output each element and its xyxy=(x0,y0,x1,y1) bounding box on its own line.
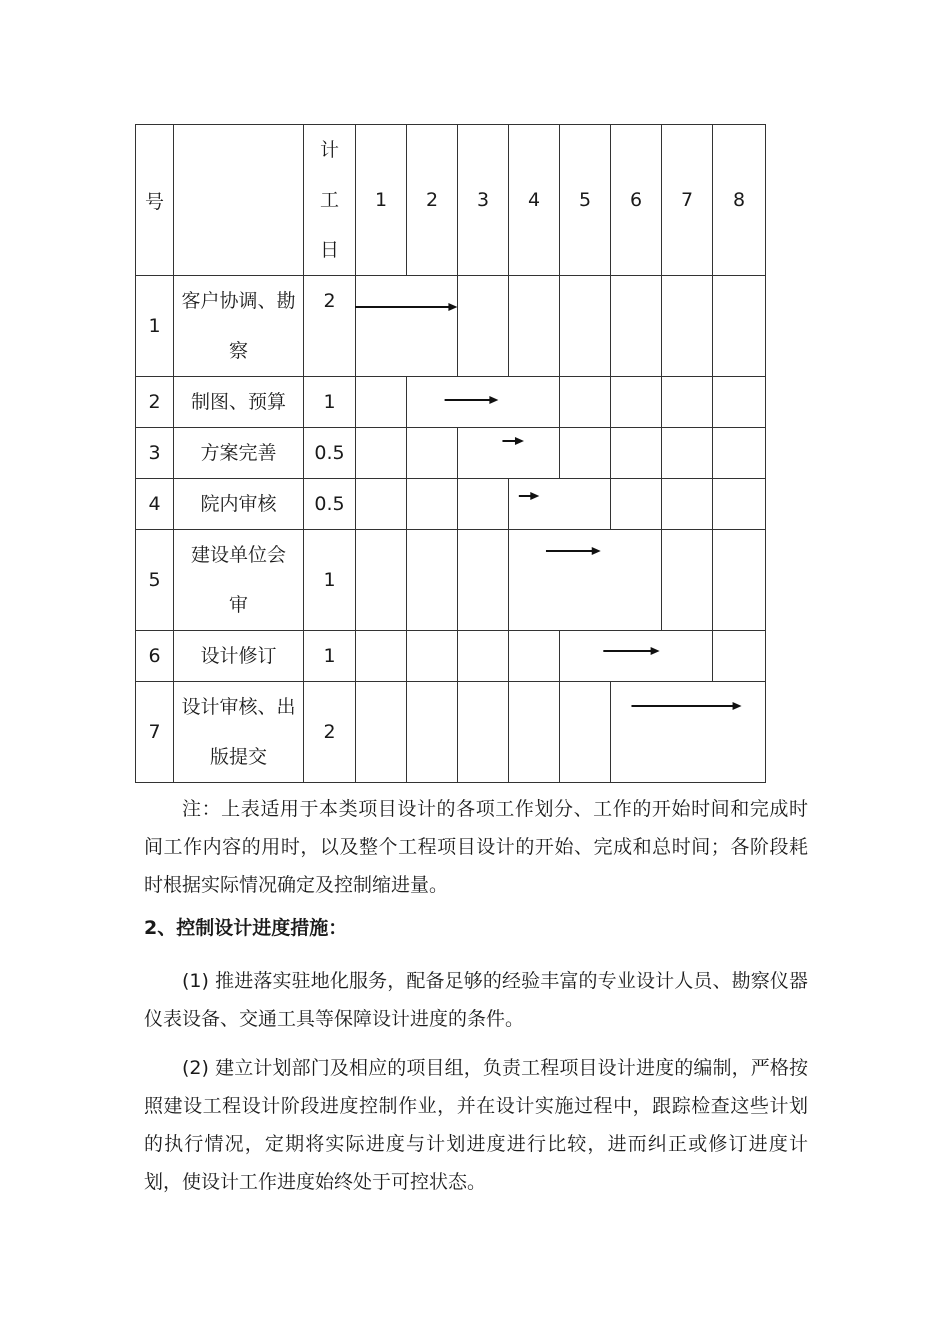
gantt-cell xyxy=(560,631,713,682)
gantt-cell xyxy=(560,682,611,783)
row-task xyxy=(174,276,304,377)
gantt-cell xyxy=(713,377,766,428)
header-day-7: 7 xyxy=(662,125,713,276)
table-row xyxy=(136,631,766,682)
row-no: 1 xyxy=(136,276,174,377)
table-row xyxy=(136,276,766,377)
gantt-cell xyxy=(611,682,766,783)
header-day-5: 5 xyxy=(560,125,611,276)
row-task-line: 院内审核 xyxy=(200,493,277,515)
measure-paragraph-2: (2) 建立计划部门及相应的项目组，负责工程项目设计进度的编制，严格按照建设工程设计阶段进度控制作业，并在设计实施过程中，跟踪检查这些计划的执行情况，定期将实际进度与计划进度进行比较，进而纠正或修订进度计划，使设计工作进度始终处于可控状态。 xyxy=(144,1057,808,1193)
header-day-3: 3 xyxy=(458,125,509,276)
gantt-cell xyxy=(662,276,713,377)
row-task xyxy=(174,377,304,428)
gantt-cell xyxy=(509,530,662,631)
gantt-cell xyxy=(509,479,611,530)
gantt-cell xyxy=(611,428,662,479)
row-task-line: 版提交 xyxy=(209,746,267,768)
gantt-cell xyxy=(458,631,509,682)
row-task xyxy=(174,479,304,530)
gantt-cell xyxy=(713,428,766,479)
row-task-line: 设计审核、出 xyxy=(181,696,296,718)
gantt-cell xyxy=(407,631,458,682)
row-days: 0.5 xyxy=(304,479,356,530)
gantt-cell xyxy=(407,682,458,783)
row-no: 3 xyxy=(136,428,174,479)
gantt-cell xyxy=(713,479,766,530)
gantt-cell xyxy=(407,479,458,530)
row-task xyxy=(174,682,304,783)
gantt-cell xyxy=(458,682,509,783)
table-row xyxy=(136,682,766,783)
header-days-char: 计 xyxy=(319,139,339,161)
table-row xyxy=(136,428,766,479)
header-day-2: 2 xyxy=(407,125,458,276)
gantt-cell xyxy=(458,479,509,530)
row-no: 7 xyxy=(136,682,174,783)
gantt-cell xyxy=(611,377,662,428)
gantt-cell xyxy=(356,682,407,783)
gantt-cell xyxy=(611,479,662,530)
header-task xyxy=(174,125,304,276)
gantt-cell xyxy=(407,377,560,428)
row-no: 4 xyxy=(136,479,174,530)
gantt-cell xyxy=(407,530,458,631)
gantt-cell xyxy=(560,428,611,479)
row-task-line: 建设单位会 xyxy=(190,544,286,566)
gantt-cell xyxy=(458,428,560,479)
row-days-value: 2 xyxy=(323,290,336,312)
gantt-cell xyxy=(662,530,713,631)
row-task-line: 察 xyxy=(228,340,248,362)
row-no: 5 xyxy=(136,530,174,631)
gantt-cell xyxy=(356,428,407,479)
gantt-cell xyxy=(509,682,560,783)
row-days xyxy=(304,276,356,377)
header-day-6: 6 xyxy=(611,125,662,276)
gantt-cell xyxy=(509,631,560,682)
gantt-cell xyxy=(356,530,407,631)
row-task-line: 审 xyxy=(228,594,248,616)
gantt-cell xyxy=(509,276,560,377)
schedule-table xyxy=(135,124,766,783)
gantt-cell xyxy=(458,276,509,377)
gantt-cell xyxy=(560,377,611,428)
gantt-cell xyxy=(356,479,407,530)
row-days: 0.5 xyxy=(304,428,356,479)
row-no: 6 xyxy=(136,631,174,682)
header-days-char: 日 xyxy=(319,239,339,261)
row-days: 1 xyxy=(304,631,356,682)
gantt-cell xyxy=(662,479,713,530)
table-row xyxy=(136,479,766,530)
row-task-line: 设计修订 xyxy=(200,645,277,667)
row-task-line: 方案完善 xyxy=(200,442,277,464)
header-days-char: 工 xyxy=(319,189,339,211)
gantt-cell xyxy=(560,276,611,377)
row-days: 1 xyxy=(304,377,356,428)
row-task-line: 客户协调、勘 xyxy=(181,290,296,312)
gantt-cell xyxy=(356,377,407,428)
table-row xyxy=(136,530,766,631)
table-row xyxy=(136,377,766,428)
gantt-cell xyxy=(356,276,458,377)
row-task xyxy=(174,530,304,631)
header-row xyxy=(136,125,766,276)
section-heading: 2、控制设计进度措施： xyxy=(144,917,348,939)
header-days xyxy=(304,125,356,276)
row-task xyxy=(174,428,304,479)
gantt-cell xyxy=(458,530,509,631)
row-task-line: 制图、预算 xyxy=(190,391,286,413)
gantt-cell xyxy=(713,530,766,631)
row-task xyxy=(174,631,304,682)
header-day-1: 1 xyxy=(356,125,407,276)
gantt-cell xyxy=(662,377,713,428)
row-days: 1 xyxy=(304,530,356,631)
note-paragraph: 注：上表适用于本类项目设计的各项工作划分、工作的开始时间和完成时间工作内容的用时，以及整个工程项目设计的开始、完成和总时间；各阶段耗时根据实际情况确定及控制缩进量。 xyxy=(144,798,808,896)
gantt-cell xyxy=(713,631,766,682)
row-no: 2 xyxy=(136,377,174,428)
gantt-cell xyxy=(611,276,662,377)
gantt-cell xyxy=(662,428,713,479)
measure-paragraph-1: (1) 推进落实驻地化服务，配备足够的经验丰富的专业设计人员、勘察仪器仪表设备、交通工具等保障设计进度的条件。 xyxy=(144,970,808,1030)
gantt-cell xyxy=(713,276,766,377)
row-days: 2 xyxy=(304,682,356,783)
gantt-cell xyxy=(356,631,407,682)
header-day-4: 4 xyxy=(509,125,560,276)
header-no: 号 xyxy=(136,125,174,276)
header-day-8: 8 xyxy=(713,125,766,276)
gantt-cell xyxy=(407,428,458,479)
